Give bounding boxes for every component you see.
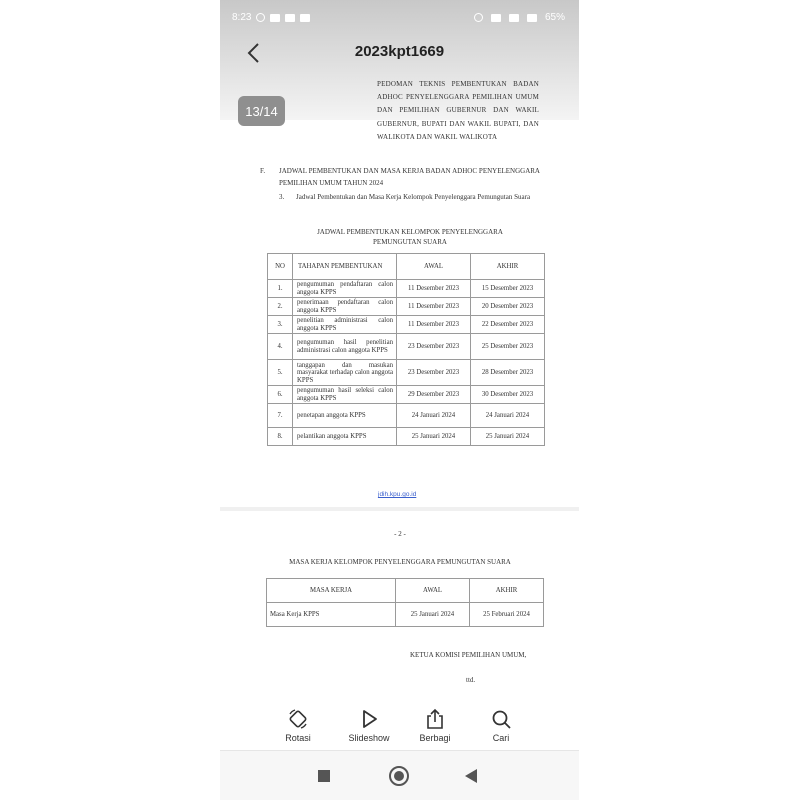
- table-cell: 25 Januari 2024: [397, 428, 471, 446]
- column-header: AWAL: [397, 254, 471, 280]
- table-row: [268, 334, 545, 360]
- phone-screen: [220, 0, 579, 800]
- page-indicator: 13/14: [238, 96, 285, 126]
- slideshow-button[interactable]: [339, 708, 399, 743]
- table-row: [268, 298, 545, 316]
- table-cell: 25 Desember 2023: [471, 334, 545, 360]
- schedule-title-line: JADWAL PEMBENTUKAN KELOMPOK PENYELENGGARA: [317, 228, 503, 236]
- schedule-table-title: [300, 228, 520, 247]
- notification-icon: [285, 14, 295, 22]
- table-row: [268, 404, 545, 428]
- table-cell: 2.: [268, 298, 293, 316]
- section-title: JADWAL PEMBENTUKAN DAN MASA KERJA BADAN ADHOC PENYELENGGARA PEMILIHAN UMUM TAHUN 2024: [279, 167, 540, 187]
- signature-mark: ttd.: [466, 676, 476, 684]
- table-cell: 25 Januari 2024: [396, 603, 470, 627]
- table-row: [268, 316, 545, 334]
- search-label: Cari: [492, 733, 510, 743]
- table-cell: 29 Desember 2023: [397, 386, 471, 404]
- list-item: [279, 191, 540, 203]
- table-cell: 15 Desember 2023: [471, 280, 545, 298]
- slideshow-label: Slideshow: [348, 733, 390, 743]
- table-cell: penetapan anggota KPPS: [293, 404, 397, 428]
- table-cell: 24 Januari 2024: [397, 404, 471, 428]
- column-header: NO: [268, 254, 293, 280]
- battery-level: 65%: [544, 12, 565, 23]
- table-cell: 11 Desember 2023: [397, 316, 471, 334]
- source-link[interactable]: jdih.kpu.go.id: [378, 491, 417, 498]
- rotate-label: Rotasi: [285, 733, 311, 743]
- table-row: [267, 603, 544, 627]
- work-period-table: [266, 578, 544, 627]
- table-cell: penelitian administrasi calon anggota KPPS: [293, 316, 397, 334]
- table-cell: 25 Februari 2024: [470, 603, 544, 627]
- vibrate-icon: [491, 14, 501, 22]
- table-cell: penerimaan pendaftaran calon anggota KPPS: [293, 298, 397, 316]
- back-icon[interactable]: [465, 769, 477, 783]
- table-cell: 8.: [268, 428, 293, 446]
- schedule-table: [267, 253, 545, 446]
- wifi-icon: [509, 14, 519, 22]
- schedule-title-line: PEMUNGUTAN SUARA: [373, 237, 447, 246]
- column-header: AWAL: [396, 579, 470, 603]
- recent-apps-icon[interactable]: [318, 770, 330, 782]
- notification-icon: [256, 13, 265, 22]
- search-button[interactable]: [471, 708, 531, 743]
- table-cell: 24 Januari 2024: [471, 404, 545, 428]
- table-cell: 30 Desember 2023: [471, 386, 545, 404]
- column-header: AKHIR: [471, 254, 545, 280]
- column-header: AKHIR: [470, 579, 544, 603]
- table-header-row: [267, 579, 544, 603]
- table-cell: 7.: [268, 404, 293, 428]
- notification-icon: [270, 14, 280, 22]
- table-row: [268, 386, 545, 404]
- play-icon: [358, 708, 380, 730]
- table-row: [268, 428, 545, 446]
- table-cell: tanggapan dan masukan masyarakat terhadap calon anggota KPPS: [293, 360, 397, 386]
- table-row: [268, 280, 545, 298]
- table-cell: 28 Desember 2023: [471, 360, 545, 386]
- item-number: 3.: [279, 193, 285, 201]
- table-cell: 23 Desember 2023: [397, 334, 471, 360]
- search-icon: [490, 708, 512, 730]
- share-icon: [424, 708, 446, 730]
- rotate-button[interactable]: [268, 708, 328, 743]
- table-cell: 22 Desember 2023: [471, 316, 545, 334]
- table-cell: Masa Kerja KPPS: [267, 603, 396, 627]
- table-cell: 11 Desember 2023: [397, 280, 471, 298]
- column-header: MASA KERJA: [267, 579, 396, 603]
- document-title: 2023kpt1669: [354, 43, 445, 60]
- table-cell: pengumuman hasil seleksi calon anggota KPPS: [293, 386, 397, 404]
- column-header: TAHAPAN PEMBENTUKAN: [293, 254, 397, 280]
- table-cell: 6.: [268, 386, 293, 404]
- section-heading: [260, 165, 540, 189]
- signal-icon: [527, 14, 537, 22]
- item-text: Jadwal Pembentukan dan Masa Kerja Kelompok Penyelenggara Pemungutan Suara: [296, 193, 531, 201]
- table-cell: 5.: [268, 360, 293, 386]
- alarm-icon: [474, 13, 483, 22]
- table-cell: pengumuman hasil penelitian administrasi calon anggota KPPS: [293, 334, 397, 360]
- table-cell: 3.: [268, 316, 293, 334]
- home-icon[interactable]: [389, 766, 409, 786]
- notification-icon: [300, 14, 310, 22]
- rotate-icon: [287, 708, 309, 730]
- table-cell: 23 Desember 2023: [397, 360, 471, 386]
- status-bar: [220, 0, 579, 36]
- share-label: Berbagi: [419, 733, 451, 743]
- table-cell: 11 Desember 2023: [397, 298, 471, 316]
- bottom-toolbar: [220, 700, 579, 750]
- navigation-bar: [220, 750, 579, 800]
- work-period-title: MASA KERJA KELOMPOK PENYELENGGARA PEMUNGUTAN SUARA: [289, 558, 511, 566]
- table-cell: 20 Desember 2023: [471, 298, 545, 316]
- signature-title: KETUA KOMISI PEMILIHAN UMUM,: [410, 651, 527, 659]
- table-cell: pengumuman pendaftaran calon anggota KPPS: [293, 280, 397, 298]
- table-row: [268, 360, 545, 386]
- section-number: F.: [260, 167, 266, 175]
- document-running-header: PEDOMAN TEKNIS PEMBENTUKAN BADAN ADHOC PENYELENGGARA PEMILIHAN UMUM DAN PEMILIHAN GUBERNUR DAN WAKIL GUBERNUR, BUPATI DAN WAKIL BUPATI, DAN WALIKOTA DAN WAKIL WALIKOTA: [377, 80, 539, 141]
- share-button[interactable]: [405, 708, 465, 743]
- table-header-row: [268, 254, 545, 280]
- table-cell: pelantikan anggota KPPS: [293, 428, 397, 446]
- table-cell: 1.: [268, 280, 293, 298]
- page-number: - 2 -: [394, 530, 406, 538]
- table-cell: 25 Januari 2024: [471, 428, 545, 446]
- page-separator: [220, 507, 579, 511]
- status-time: 8:23: [232, 12, 252, 23]
- table-cell: 4.: [268, 334, 293, 360]
